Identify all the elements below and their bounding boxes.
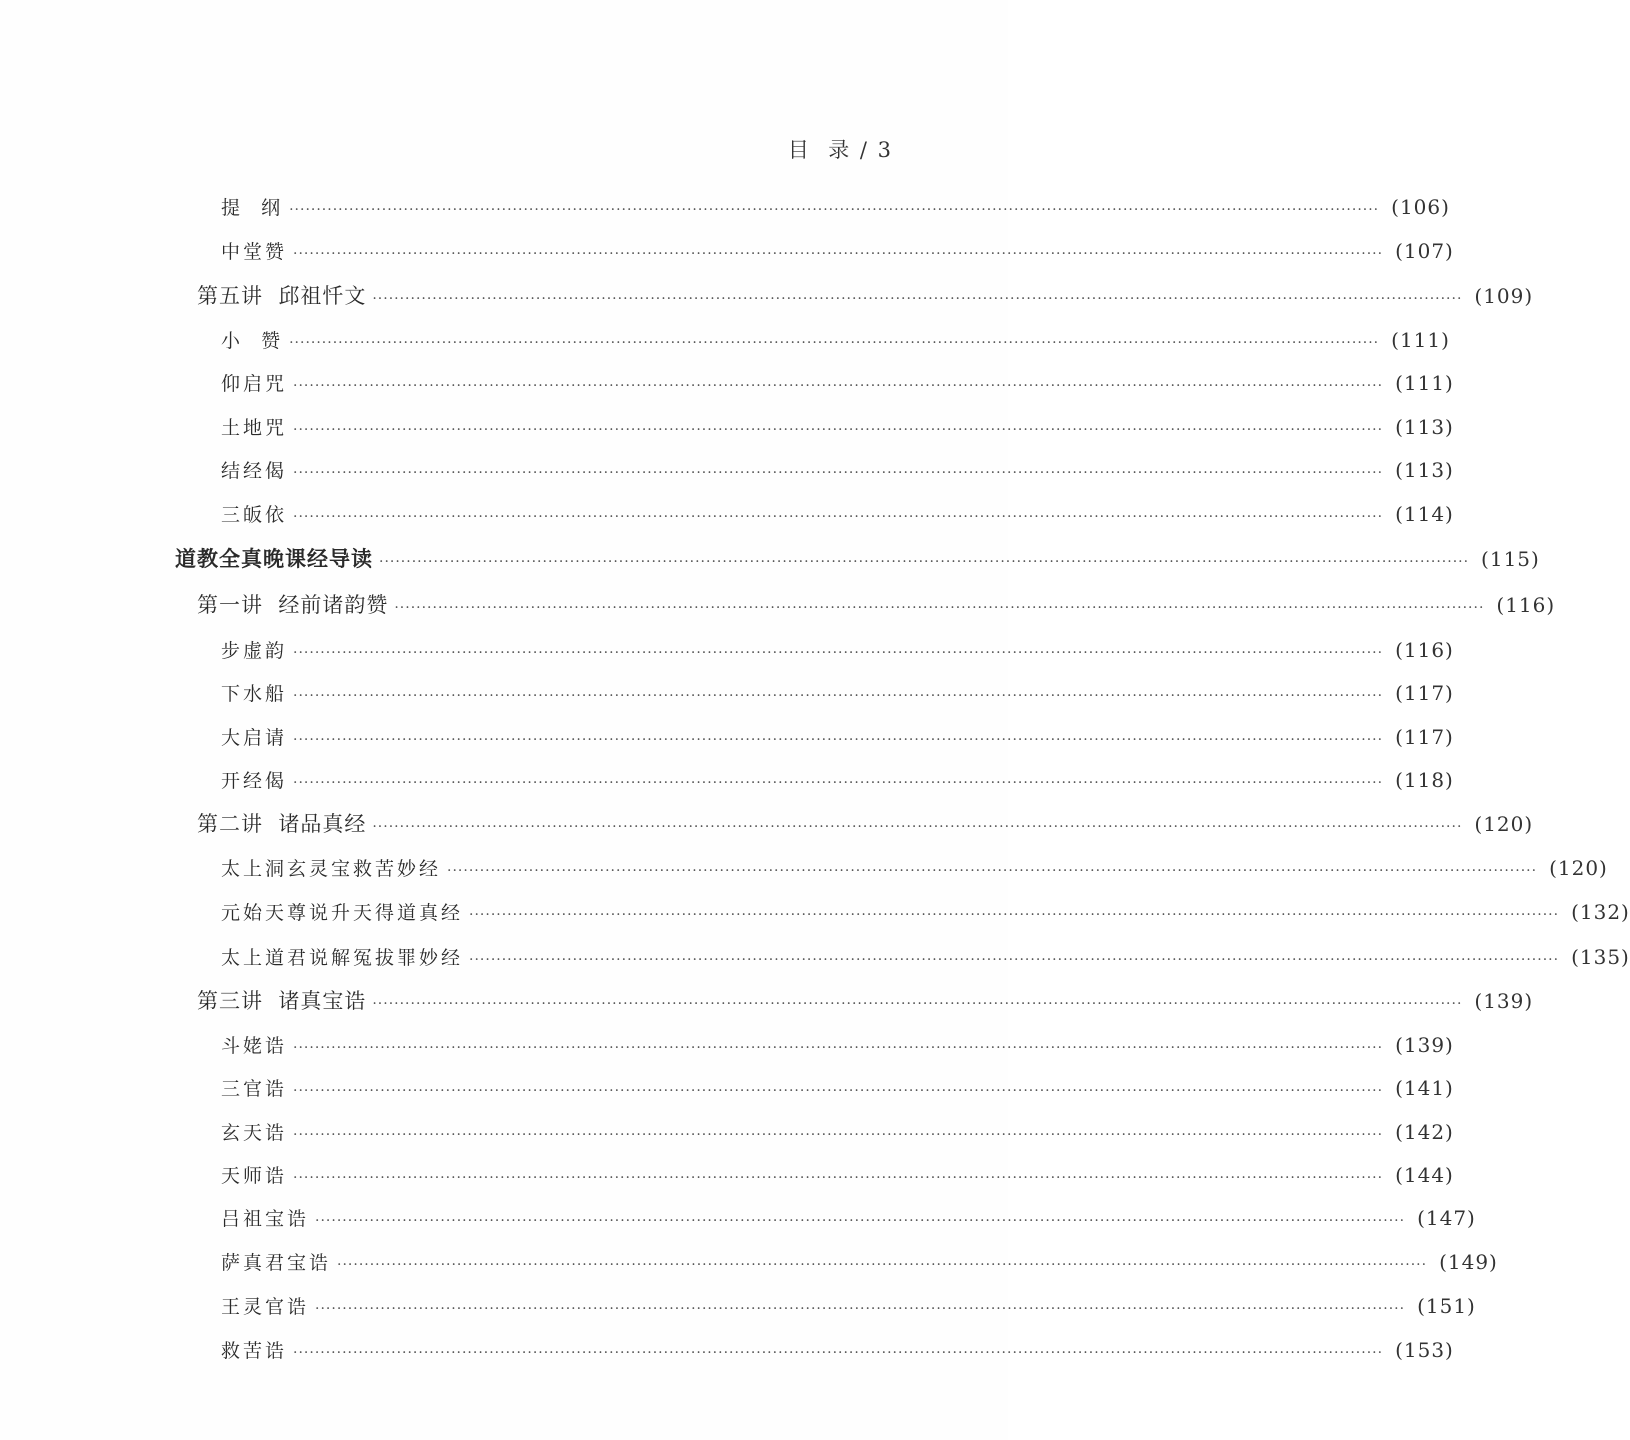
toc-entry: [197, 807, 1534, 841]
toc-entry-title: 提 纲: [221, 197, 284, 219]
toc-entry-title: 三皈依: [221, 504, 288, 526]
toc-entry-title: 结经偈: [221, 460, 288, 482]
toc-entry-title: 第二讲 诸品真经: [197, 812, 367, 836]
dot-leader: ········································································································································································································: [447, 863, 1538, 879]
toc-entry-title: 第一讲 经前诸韵赞: [197, 593, 389, 617]
toc-entry-page: (139): [1395, 1033, 1454, 1057]
toc-entry-title: 吕祖宝诰: [221, 1208, 310, 1230]
dot-leader: ········································································································································································································: [293, 645, 1384, 661]
toc-entry-page: (107): [1395, 239, 1454, 263]
toc-entry-title: 王灵官诰: [221, 1296, 310, 1318]
toc-entry-page: (135): [1571, 945, 1630, 969]
dot-leader: ········································································································································································································: [293, 688, 1384, 704]
toc-entry: [221, 410, 1454, 444]
toc-entry: [221, 720, 1454, 754]
toc-entry: [197, 984, 1534, 1018]
toc-entry-title: 下水船: [221, 683, 288, 705]
dot-leader: ········································································································································································································: [372, 291, 1463, 307]
toc-entry-title: 萨真君宝诰: [221, 1252, 332, 1274]
dot-leader: ········································································································································································································: [394, 600, 1485, 616]
dot-leader: ········································································································································································································: [293, 246, 1384, 262]
toc-entry-page: (116): [1395, 638, 1454, 662]
toc-entry: [221, 323, 1450, 357]
toc-entry: [221, 633, 1454, 667]
running-head: 目 录 / 3: [787, 138, 893, 162]
dot-leader: ········································································································································································································: [293, 1040, 1384, 1056]
dot-leader: ········································································································································································································: [293, 775, 1384, 791]
toc-entry-title: 仰启咒: [221, 373, 288, 395]
toc-entry-page: (132): [1571, 900, 1630, 924]
toc-entry-page: (109): [1474, 284, 1534, 308]
dot-leader: ········································································································································································································: [293, 465, 1384, 481]
toc-entry-page: (118): [1395, 768, 1454, 792]
toc-entry-title: 斗姥诰: [221, 1035, 288, 1057]
toc-entry: [221, 895, 1630, 929]
toc-entry-title: 天师诰: [221, 1165, 288, 1187]
dot-leader: ········································································································································································································: [293, 1127, 1384, 1143]
dot-leader: ········································································································································································································: [293, 378, 1384, 394]
dot-leader: ········································································································································································································: [293, 509, 1384, 525]
dot-leader: ········································································································································································································: [293, 1170, 1384, 1186]
toc-entry-page: (149): [1439, 1250, 1498, 1274]
toc-entry: [221, 940, 1630, 974]
toc-entry-title: 太上道君说解冤拔罪妙经: [221, 947, 464, 969]
toc-entry: [221, 1115, 1454, 1149]
dot-leader: ········································································································································································································: [315, 1213, 1406, 1229]
dot-leader: ········································································································································································································: [293, 1083, 1384, 1099]
toc-entry: [221, 1071, 1454, 1105]
toc-entry: [221, 1158, 1454, 1192]
toc-entry: [175, 542, 1540, 576]
toc-entry: [221, 190, 1450, 224]
toc-entry-page: (139): [1474, 989, 1534, 1013]
toc-entry-title: 大启请: [221, 727, 288, 749]
toc-entry-page: (111): [1391, 328, 1450, 352]
toc-entry-page: (106): [1391, 195, 1450, 219]
toc-entry: [221, 1333, 1454, 1367]
toc-entry-title: 第五讲 邱祖忏文: [197, 284, 367, 308]
dot-leader: ········································································································································································································: [469, 952, 1560, 968]
toc-entry-page: (117): [1395, 725, 1454, 749]
toc-entry: [221, 366, 1454, 400]
toc-entry: [221, 234, 1454, 268]
toc-entry-page: (113): [1395, 458, 1454, 482]
toc-entry-title: 步虚韵: [221, 640, 288, 662]
toc-entry-page: (117): [1395, 681, 1454, 705]
dot-leader: ········································································································································································································: [293, 732, 1384, 748]
toc-entry-page: (116): [1496, 593, 1556, 617]
dot-leader: ········································································································································································································: [372, 996, 1463, 1012]
toc-entry: [221, 1289, 1476, 1323]
toc-entry-page: (141): [1395, 1076, 1454, 1100]
toc-entry: [221, 453, 1454, 487]
toc-entry-page: (111): [1395, 371, 1454, 395]
toc-entry: [221, 1201, 1476, 1235]
toc-entry: [221, 497, 1454, 531]
toc-entry-page: (120): [1549, 856, 1608, 880]
dot-leader: ········································································································································································································: [337, 1257, 1428, 1273]
dot-leader: ········································································································································································································: [372, 819, 1463, 835]
toc-entry-page: (120): [1474, 812, 1534, 836]
dot-leader: ········································································································································································································: [289, 202, 1380, 218]
toc-entry-title: 元始天尊说升天得道真经: [221, 902, 464, 924]
dot-leader: ········································································································································································································: [293, 1345, 1384, 1361]
dot-leader: ········································································································································································································: [379, 554, 1470, 570]
toc-entry: [221, 676, 1454, 710]
toc-entry: [197, 588, 1556, 622]
toc-entry-title: 中堂赞: [221, 241, 288, 263]
toc-entry-title: 三官诰: [221, 1078, 288, 1100]
toc-entry-page: (114): [1395, 502, 1454, 526]
toc-entry-title: 救苦诰: [221, 1340, 288, 1362]
toc-entry-page: (151): [1417, 1294, 1476, 1318]
dot-leader: ········································································································································································································: [289, 335, 1380, 351]
toc-entry-title: 第三讲 诸真宝诰: [197, 989, 367, 1013]
dot-leader: ········································································································································································································: [315, 1301, 1406, 1317]
toc-entry-page: (153): [1395, 1338, 1454, 1362]
toc-entry-page: (147): [1417, 1206, 1476, 1230]
toc-entry-title: 道教全真晚课经导读: [175, 546, 373, 571]
toc-entry-title: 小 赞: [221, 330, 284, 352]
toc-entry-page: (144): [1395, 1163, 1454, 1187]
toc-entry-title: 土地咒: [221, 417, 288, 439]
toc-entry-page: (113): [1395, 415, 1454, 439]
toc-entry-page: (115): [1481, 547, 1540, 571]
toc-entry: [221, 1028, 1454, 1062]
toc-entry: [221, 1245, 1498, 1279]
toc-entry-page: (142): [1395, 1120, 1454, 1144]
toc-entry: [197, 279, 1534, 313]
toc-entry: [221, 851, 1608, 885]
toc-entry-title: 玄天诰: [221, 1122, 288, 1144]
dot-leader: ········································································································································································································: [469, 907, 1560, 923]
toc-entry-title: 太上洞玄灵宝救苦妙经: [221, 858, 442, 880]
toc-entry: [221, 763, 1454, 797]
dot-leader: ········································································································································································································: [293, 422, 1384, 438]
toc-entry-title: 开经偈: [221, 770, 288, 792]
